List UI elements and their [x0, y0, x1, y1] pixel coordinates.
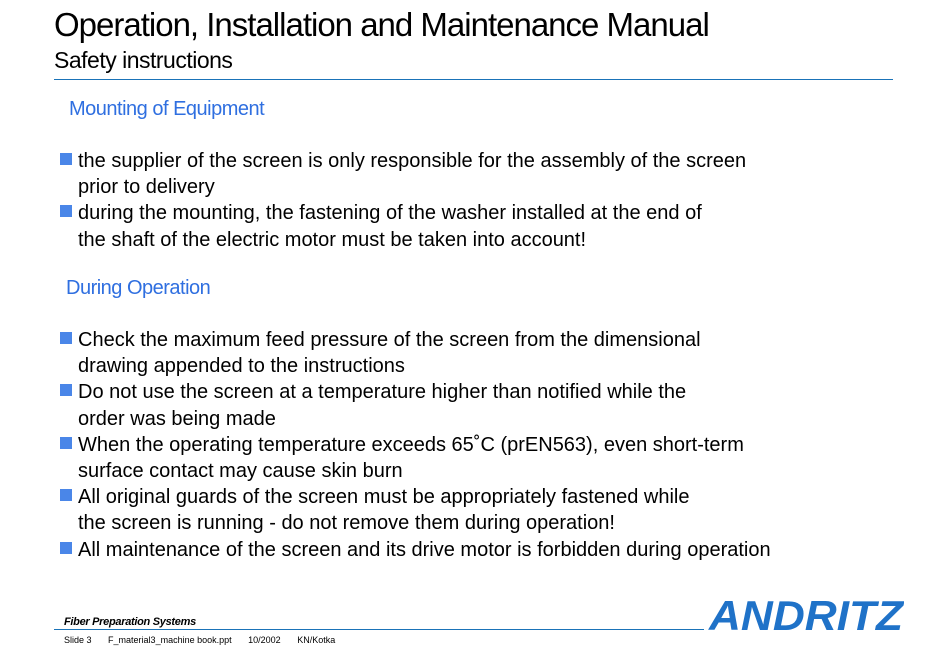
square-bullet-icon	[60, 205, 72, 217]
bullet-text-line: drawing appended to the instructions	[78, 355, 405, 378]
list-item	[58, 379, 771, 431]
mounting-bullet-list	[58, 148, 746, 253]
list-item	[58, 327, 771, 379]
footer-divider	[54, 629, 704, 630]
bullet-text-line: surface contact may cause skin burn	[78, 460, 403, 483]
footer-slide-number: Slide 3	[64, 635, 92, 645]
bullet-text-line: prior to delivery	[78, 176, 215, 199]
list-item	[58, 148, 746, 200]
page-title: Operation, Installation and Maintenance Manual	[54, 6, 709, 43]
list-item	[58, 537, 771, 563]
square-bullet-icon	[60, 384, 72, 396]
square-bullet-icon	[60, 489, 72, 501]
andritz-logo	[708, 596, 904, 634]
footer-meta	[64, 635, 349, 645]
list-item	[58, 432, 771, 484]
andritz-logo-text: ANDRITZ	[708, 596, 904, 634]
footer-file-name: F_material3_machine book.ppt	[108, 635, 232, 645]
square-bullet-icon	[60, 153, 72, 165]
bullet-text-line: the screen is running - do not remove them during operation!	[78, 512, 615, 535]
bullet-text-line: during the mounting, the fastening of the washer installed at the end of	[78, 202, 702, 225]
square-bullet-icon	[60, 437, 72, 449]
list-item	[58, 484, 771, 536]
bullet-text-line: When the operating temperature exceeds 65˚C (prEN563), even short-term	[78, 433, 744, 456]
page-subtitle: Safety instructions	[54, 47, 233, 73]
square-bullet-icon	[60, 542, 72, 554]
bullet-text-line: Check the maximum feed pressure of the screen from the dimensional	[78, 329, 701, 351]
section-heading-mounting: Mounting of Equipment	[69, 98, 265, 120]
section-heading-operation: During Operation	[66, 277, 211, 299]
bullet-text-line: All original guards of the screen must be appropriately fastened while	[78, 486, 690, 509]
bullet-text-line: the shaft of the electric motor must be taken into account!	[78, 228, 587, 251]
bullet-text-line: All maintenance of the screen and its drive motor is forbidden during operation	[78, 538, 771, 561]
operation-bullet-list	[58, 327, 771, 563]
bullet-text-line: Do not use the screen at a temperature higher than notified while the	[78, 381, 687, 404]
list-item	[58, 200, 746, 252]
header-divider	[54, 79, 893, 80]
square-bullet-icon	[60, 332, 72, 344]
footer-date: 10/2002	[248, 635, 281, 645]
bullet-text-line: the supplier of the screen is only responsible for the assembly of the screen	[78, 150, 747, 172]
footer-company: Fiber Preparation Systems	[64, 616, 196, 628]
footer-author: KN/Kotka	[297, 635, 336, 645]
bullet-text-line: order was being made	[78, 407, 276, 430]
